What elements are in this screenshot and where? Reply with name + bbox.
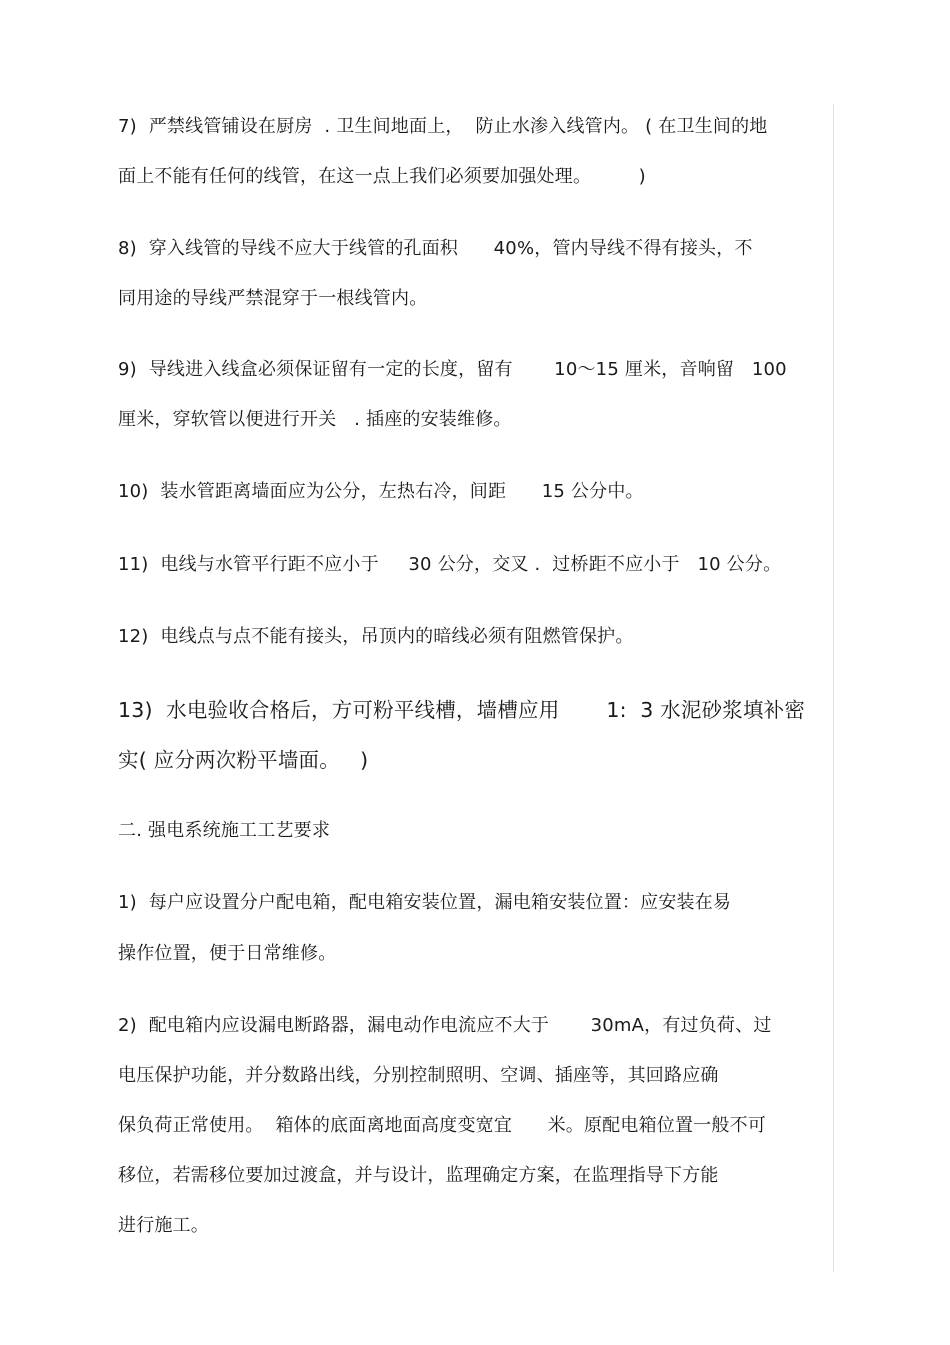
- item-9-line-2: 厘米，穿软管以便进行开关 . 插座的安装维修。: [118, 409, 512, 430]
- item-9-line-1: 9) 导线进入线盒必须保证留有一定的长度，留有 10～15 厘米，音响留 100: [118, 359, 787, 380]
- item-12-line: 12) 电线点与点不能有接头，吊顶内的暗线必须有阻燃管保护。: [118, 626, 634, 647]
- item-7-line-1: 7) 严禁线管铺设在厨房 . 卫生间地面上， 防止水渗入线管内。 ( 在卫生间的地: [118, 116, 768, 137]
- section-item-2-line-4: 移位，若需移位要加过渡盒，并与设计，监理确定方案，在监理指导下方能: [118, 1165, 719, 1186]
- section-item-1-line-1: 1) 每户应设置分户配电箱，配电箱安装位置，漏电箱安装位置：应安装在易: [118, 892, 732, 913]
- page-edge-rule: [833, 104, 834, 1272]
- item-7-line-2: 面上不能有任何的线管，在这一点上我们必须要加强处理。 ): [118, 166, 646, 187]
- section-item-2-line-1: 2) 配电箱内应设漏电断路器，漏电动作电流应不大于 30mA，有过负荷、过: [118, 1015, 772, 1036]
- section-item-2-line-5: 进行施工。: [118, 1215, 209, 1236]
- item-13-line-1: 13) 水电验收合格后，方可粉平线槽，墙槽应用 1: 3 水泥砂浆填补密: [118, 698, 806, 722]
- section-heading: 二. 强电系统施工工艺要求: [118, 820, 331, 841]
- item-13-line-2: 实( 应分两次粉平墙面。 ): [118, 748, 369, 772]
- section-item-2-line-2: 电压保护功能，并分数路出线，分别控制照明、空调、插座等，其回路应确: [118, 1065, 719, 1086]
- item-8-line-2: 同用途的导线严禁混穿于一根线管内。: [118, 288, 428, 309]
- item-8-line-1: 8) 穿入线管的导线不应大于线管的孔面积 40%，管内导线不得有接头，不: [118, 238, 753, 259]
- section-item-2-line-3: 保负荷正常使用。 箱体的底面离地面高度变宽宜 米。原配电箱位置一般不可: [118, 1115, 766, 1136]
- section-item-1-line-2: 操作位置，便于日常维修。: [118, 943, 337, 964]
- item-10-line: 10) 装水管距离墙面应为公分，左热右冷，间距 15 公分中。: [118, 481, 644, 502]
- item-11-line: 11) 电线与水管平行距不应小于 30 公分，交叉 . 过桥距不应小于 10 公分。: [118, 554, 782, 575]
